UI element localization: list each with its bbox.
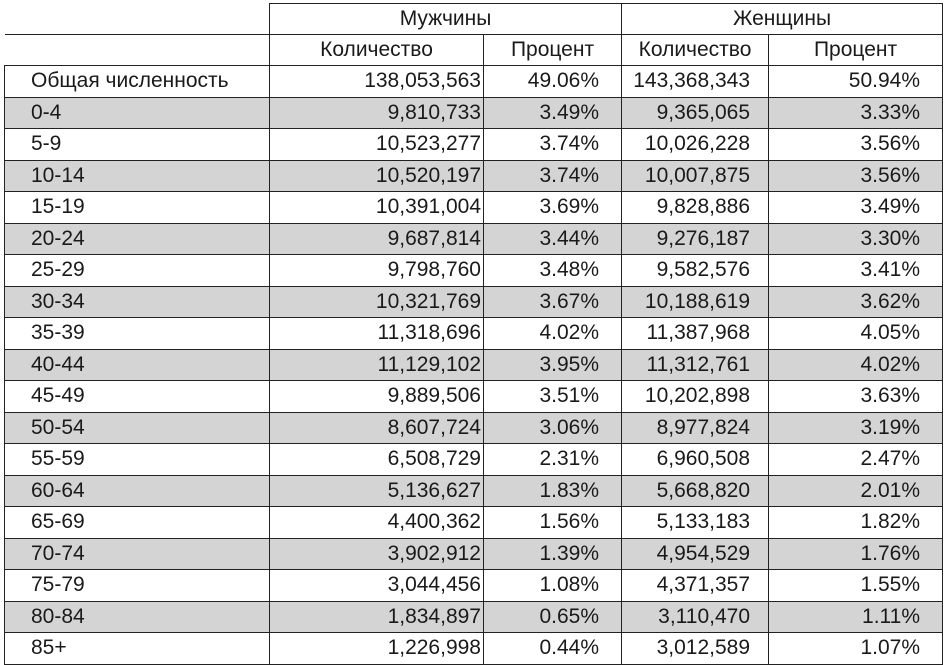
female-percent-cell: 3.49%	[769, 192, 943, 224]
male-percent-cell: 3.69%	[484, 192, 622, 224]
male-count-cell: 11,318,696	[270, 318, 484, 350]
male-count-cell: 3,044,456	[270, 570, 484, 602]
male-percent-cell: 4.02%	[484, 318, 622, 350]
female-count-cell: 9,582,576	[622, 255, 769, 287]
total-row	[5, 66, 943, 98]
table-row	[5, 129, 943, 161]
male-count-cell: 1,834,897	[270, 601, 484, 633]
male-count-header: Количество	[270, 35, 484, 66]
total-female-count: 143,368,343	[622, 66, 769, 98]
male-percent-cell: 1.83%	[484, 475, 622, 507]
total-male-count: 138,053,563	[270, 66, 484, 98]
female-count-cell: 9,828,886	[622, 192, 769, 224]
male-count-cell: 10,520,197	[270, 160, 484, 192]
table-body	[5, 66, 943, 665]
age-group-label: 70-74	[5, 538, 270, 570]
female-percent-cell: 3.56%	[769, 129, 943, 161]
table-row	[5, 633, 943, 665]
male-count-cell: 9,687,814	[270, 223, 484, 255]
male-percent-cell: 1.56%	[484, 507, 622, 539]
age-group-label: 15-19	[5, 192, 270, 224]
age-group-label: 75-79	[5, 570, 270, 602]
age-group-label: 85+	[5, 633, 270, 665]
male-percent-cell: 1.39%	[484, 538, 622, 570]
male-percent-cell: 2.31%	[484, 444, 622, 476]
age-group-label: 80-84	[5, 601, 270, 633]
age-group-label: 10-14	[5, 160, 270, 192]
female-count-cell: 10,007,875	[622, 160, 769, 192]
male-count-cell: 9,889,506	[270, 381, 484, 413]
age-group-label: 45-49	[5, 381, 270, 413]
female-count-cell: 9,276,187	[622, 223, 769, 255]
male-group-header: Мужчины	[270, 4, 622, 35]
table-row	[5, 286, 943, 318]
male-count-cell: 6,508,729	[270, 444, 484, 476]
table-row	[5, 318, 943, 350]
male-percent-cell: 3.74%	[484, 160, 622, 192]
male-count-cell: 11,129,102	[270, 349, 484, 381]
table-row	[5, 507, 943, 539]
female-count-cell: 10,188,619	[622, 286, 769, 318]
table-row	[5, 223, 943, 255]
male-count-cell: 1,226,998	[270, 633, 484, 665]
male-percent-cell: 3.49%	[484, 97, 622, 129]
female-percent-cell: 1.11%	[769, 601, 943, 633]
male-count-cell: 5,136,627	[270, 475, 484, 507]
male-percent-cell: 0.44%	[484, 633, 622, 665]
female-count-header: Количество	[622, 35, 769, 66]
female-count-cell: 6,960,508	[622, 444, 769, 476]
female-count-cell: 5,133,183	[622, 507, 769, 539]
age-group-label: 40-44	[5, 349, 270, 381]
female-percent-cell: 2.47%	[769, 444, 943, 476]
male-percent-cell: 1.08%	[484, 570, 622, 602]
female-percent-cell: 1.76%	[769, 538, 943, 570]
table-row	[5, 412, 943, 444]
table-row	[5, 349, 943, 381]
female-count-cell: 3,110,470	[622, 601, 769, 633]
table-row	[5, 381, 943, 413]
table-row	[5, 97, 943, 129]
male-percent-header: Процент	[484, 35, 622, 66]
table-row	[5, 538, 943, 570]
female-count-cell: 10,026,228	[622, 129, 769, 161]
female-percent-cell: 4.05%	[769, 318, 943, 350]
table-row	[5, 475, 943, 507]
male-count-cell: 8,607,724	[270, 412, 484, 444]
age-group-label: 60-64	[5, 475, 270, 507]
header-sub-row	[5, 35, 943, 66]
male-percent-cell: 3.06%	[484, 412, 622, 444]
age-group-label: 25-29	[5, 255, 270, 287]
age-group-label: 20-24	[5, 223, 270, 255]
table-row	[5, 570, 943, 602]
age-group-label: 35-39	[5, 318, 270, 350]
female-percent-cell: 3.62%	[769, 286, 943, 318]
male-percent-cell: 3.44%	[484, 223, 622, 255]
age-group-label: 5-9	[5, 129, 270, 161]
male-count-cell: 9,798,760	[270, 255, 484, 287]
male-percent-cell: 3.51%	[484, 381, 622, 413]
male-percent-cell: 3.95%	[484, 349, 622, 381]
female-count-cell: 4,371,357	[622, 570, 769, 602]
table-row	[5, 255, 943, 287]
age-group-label: 55-59	[5, 444, 270, 476]
age-group-label: 0-4	[5, 97, 270, 129]
female-count-cell: 8,977,824	[622, 412, 769, 444]
male-percent-cell: 3.67%	[484, 286, 622, 318]
female-count-cell: 3,012,589	[622, 633, 769, 665]
female-percent-cell: 2.01%	[769, 475, 943, 507]
population-table	[4, 3, 943, 665]
male-count-cell: 3,902,912	[270, 538, 484, 570]
female-percent-header: Процент	[769, 35, 943, 66]
female-percent-cell: 4.02%	[769, 349, 943, 381]
total-label: Общая численность	[5, 66, 270, 98]
table-row	[5, 160, 943, 192]
male-count-cell: 10,391,004	[270, 192, 484, 224]
female-group-header: Женщины	[622, 4, 943, 35]
female-percent-cell: 1.55%	[769, 570, 943, 602]
table-row	[5, 444, 943, 476]
female-percent-cell: 3.56%	[769, 160, 943, 192]
female-percent-cell: 3.41%	[769, 255, 943, 287]
age-group-label: 30-34	[5, 286, 270, 318]
female-percent-cell: 3.33%	[769, 97, 943, 129]
female-percent-cell: 1.07%	[769, 633, 943, 665]
male-count-cell: 9,810,733	[270, 97, 484, 129]
male-count-cell: 10,321,769	[270, 286, 484, 318]
male-percent-cell: 3.48%	[484, 255, 622, 287]
female-count-cell: 11,312,761	[622, 349, 769, 381]
total-male-percent: 49.06%	[484, 66, 622, 98]
table-row	[5, 601, 943, 633]
header-group-row	[5, 4, 943, 35]
age-group-label: 65-69	[5, 507, 270, 539]
table-row	[5, 192, 943, 224]
corner-cell	[5, 4, 270, 35]
female-percent-cell: 3.63%	[769, 381, 943, 413]
female-percent-cell: 1.82%	[769, 507, 943, 539]
corner-cell-2	[5, 35, 270, 66]
male-count-cell: 10,523,277	[270, 129, 484, 161]
female-count-cell: 10,202,898	[622, 381, 769, 413]
female-count-cell: 11,387,968	[622, 318, 769, 350]
female-count-cell: 4,954,529	[622, 538, 769, 570]
age-group-label: 50-54	[5, 412, 270, 444]
female-count-cell: 9,365,065	[622, 97, 769, 129]
male-percent-cell: 3.74%	[484, 129, 622, 161]
table-header	[5, 4, 943, 66]
female-count-cell: 5,668,820	[622, 475, 769, 507]
female-percent-cell: 3.30%	[769, 223, 943, 255]
female-percent-cell: 3.19%	[769, 412, 943, 444]
male-percent-cell: 0.65%	[484, 601, 622, 633]
male-count-cell: 4,400,362	[270, 507, 484, 539]
total-female-percent: 50.94%	[769, 66, 943, 98]
